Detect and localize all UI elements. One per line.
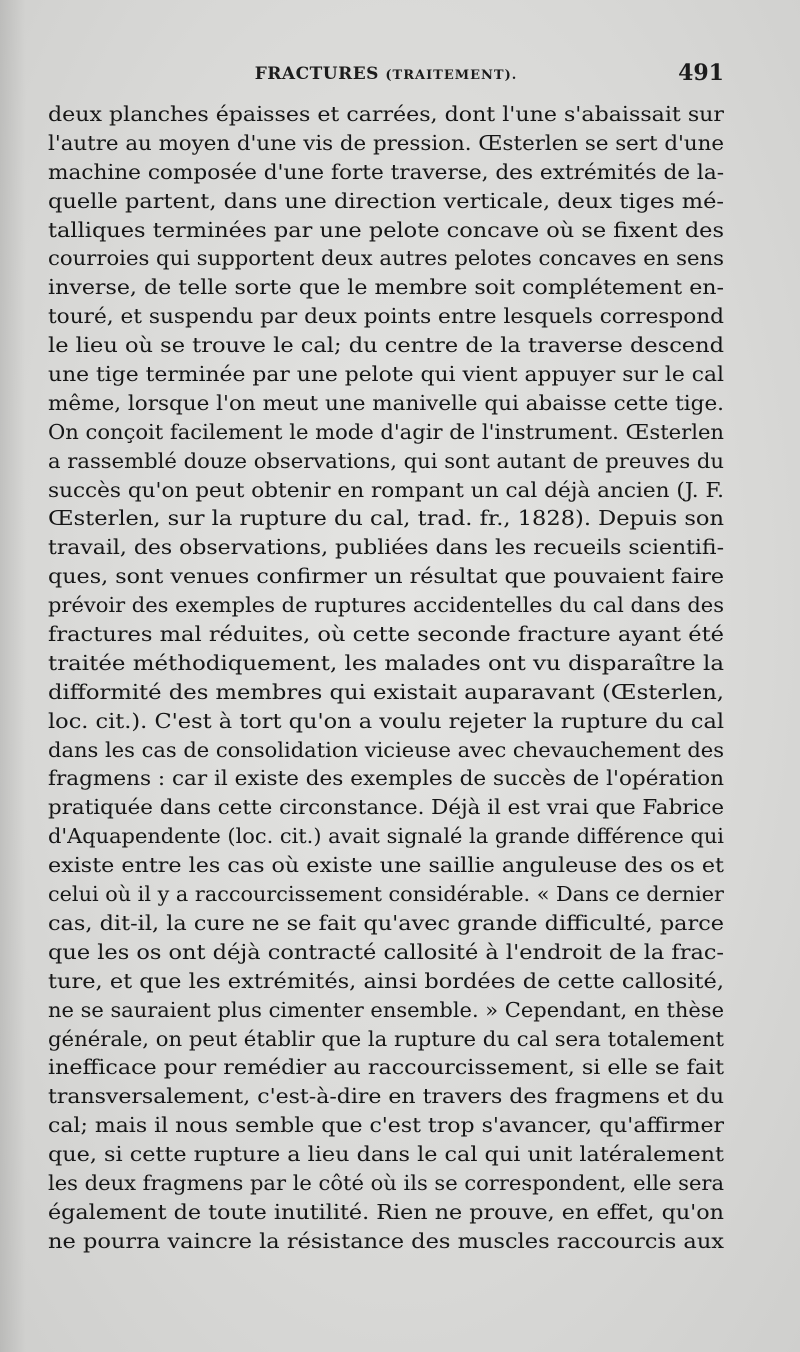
text-line: fractures mal réduites, où cette seconde fracture ayant été bbox=[48, 622, 724, 647]
text-line: a rassemblé douze observations, qui sont autant de preuves du bbox=[48, 448, 724, 473]
text-line: Œsterlen, sur la rupture du cal, trad. fr., 1828). Depuis son bbox=[48, 506, 724, 531]
body-text bbox=[48, 100, 724, 1256]
text-line: touré, et suspendu par deux points entre lesquels correspond bbox=[48, 304, 724, 329]
text-line: difformité des membres qui existait auparavant (Œsterlen, bbox=[48, 679, 724, 704]
text-line: On conçoit facilement le mode d'agir de l'instrument. Œsterlen bbox=[48, 419, 724, 444]
text-line: ne se sauraient plus cimenter ensemble. » Cependant, en thèse bbox=[48, 997, 724, 1022]
running-head-subtitle: (TRAITEMENT). bbox=[385, 68, 518, 83]
text-line: celui où il y a raccourcissement considérable. « Dans ce dernier bbox=[48, 882, 724, 907]
text-line: cas, dit-il, la cure ne se fait qu'avec grande difficulté, parce bbox=[48, 910, 724, 935]
text-line: le lieu où se trouve le cal; du centre de la traverse descend bbox=[48, 333, 724, 358]
page-number: 491 bbox=[678, 60, 724, 86]
spine-shadow bbox=[0, 0, 26, 1352]
running-head-title: FRACTURES bbox=[254, 64, 379, 84]
text-line: machine composée d'une forte traverse, des extrémités de la- bbox=[48, 159, 724, 184]
text-line: quelle partent, dans une direction verticale, deux tiges mé- bbox=[48, 188, 724, 213]
text-line: également de toute inutilité. Rien ne prouve, en effet, qu'on bbox=[48, 1199, 724, 1224]
text-line: ture, et que les extrémités, ainsi bordées de cette callosité, bbox=[48, 968, 724, 993]
text-line: transversalement, c'est-à-dire en travers des fragmens et du bbox=[48, 1084, 724, 1109]
text-line: talliques terminées par une pelote concave où se fixent des bbox=[48, 217, 724, 242]
text-line: deux planches épaisses et carrées, dont l'une s'abaissait sur bbox=[48, 102, 724, 126]
text-line: dans les cas de consolidation vicieuse avec chevauchement des bbox=[48, 737, 724, 762]
text-line: d'Aquapendente (loc. cit.) avait signalé la grande différence qui bbox=[48, 824, 725, 849]
text-line: inefficace pour remédier au raccourcissement, si elle se fait bbox=[48, 1055, 724, 1080]
text-line: traitée méthodiquement, les malades ont vu disparaître la bbox=[48, 650, 724, 675]
page-header bbox=[48, 60, 724, 94]
text-line: pratiquée dans cette circonstance. Déjà il est vrai que Fabrice bbox=[48, 795, 724, 820]
text-line: loc. cit.). C'est à tort qu'on a voulu rejeter la rupture du cal bbox=[48, 708, 724, 733]
text-line: que les os ont déjà contracté callosité à l'endroit de la frac- bbox=[48, 939, 724, 964]
text-line: prévoir des exemples de ruptures accidentelles du cal dans des bbox=[48, 593, 724, 618]
running-head bbox=[48, 64, 724, 84]
text-line: que, si cette rupture a lieu dans le cal qui unit latéralement bbox=[48, 1142, 724, 1167]
text-line: cal; mais il nous semble que c'est trop s'avancer, qu'affirmer bbox=[48, 1113, 724, 1138]
text-line: l'autre au moyen d'une vis de pression. Œsterlen se sert d'une bbox=[48, 130, 724, 155]
text-line: succès qu'on peut obtenir en rompant un cal déjà ancien (J. F. bbox=[48, 477, 724, 502]
text-line: les deux fragmens par le côté où ils se correspondent, elle sera bbox=[48, 1170, 724, 1195]
text-line: une tige terminée par une pelote qui vient appuyer sur le cal bbox=[48, 362, 724, 387]
text-line: inverse, de telle sorte que le membre soit complétement en- bbox=[48, 275, 725, 300]
text-line: courroies qui supportent deux autres pelotes concaves en sens bbox=[48, 246, 725, 271]
text-line: même, lorsque l'on meut une manivelle qui abaisse cette tige. bbox=[48, 390, 724, 415]
text-line: existe entre les cas où existe une saillie anguleuse des os et bbox=[48, 853, 724, 878]
text-line: fragmens : car il existe des exemples de succès de l'opération bbox=[48, 766, 724, 791]
text-line: générale, on peut établir que la rupture du cal sera totalement bbox=[48, 1026, 724, 1051]
text-line: ques, sont venues confirmer un résultat que pouvaient faire bbox=[48, 564, 724, 589]
text-line: travail, des observations, publiées dans les recueils scientifi- bbox=[48, 535, 724, 560]
text-line: ne pourra vaincre la résistance des muscles raccourcis aux bbox=[48, 1228, 724, 1253]
